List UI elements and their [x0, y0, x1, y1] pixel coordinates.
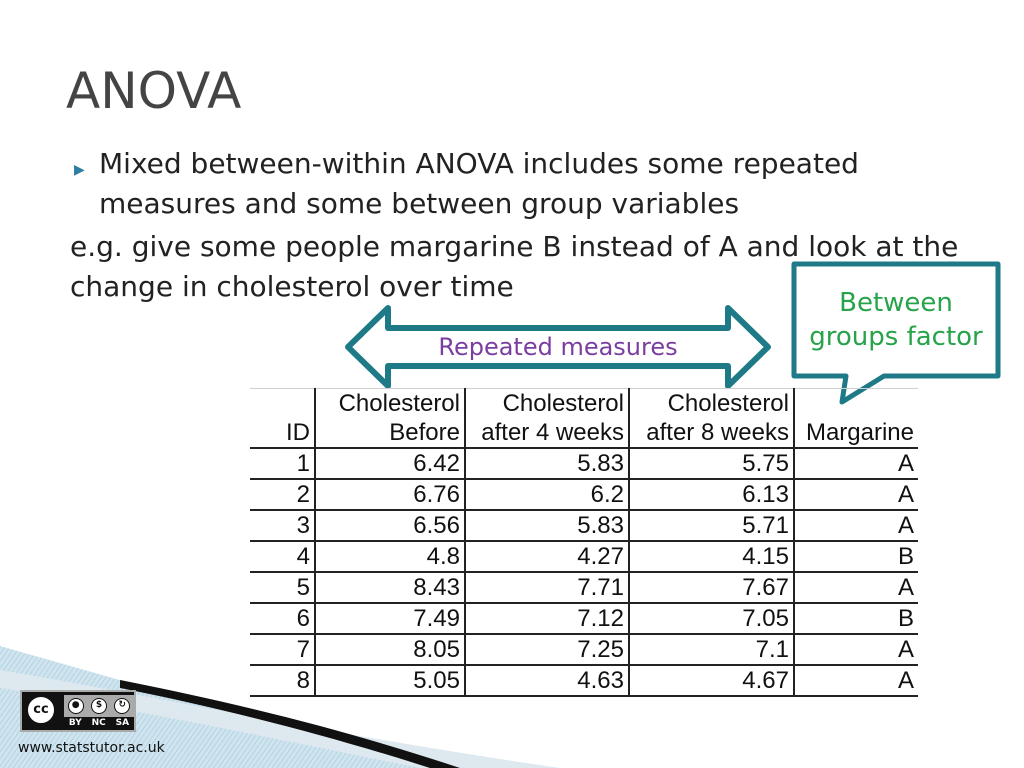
table-row: 3 6.56 5.83 5.71 A: [250, 510, 918, 541]
footer-url: www.statstutor.ac.uk: [18, 740, 165, 756]
header-id: ID: [250, 389, 315, 449]
creative-commons-badge: [20, 690, 136, 732]
callout-line-1: Between: [839, 288, 953, 318]
bullet-text: Mixed between-within ANOVA includes some repeated measures and some between group variables: [99, 147, 859, 220]
bullet-marker-icon: ▶: [74, 162, 85, 178]
table-row: 7 8.05 7.25 7.1 A: [250, 634, 918, 665]
callout-line-2: groups factor: [809, 322, 983, 352]
by-person-icon: ●: [68, 698, 84, 714]
header-margarine: Margarine: [794, 389, 918, 449]
repeated-measures-label: Repeated measures: [438, 333, 678, 361]
table-row: 5 8.43 7.71 7.67 A: [250, 572, 918, 603]
header-8-weeks: Cholesterol after 8 weeks: [629, 389, 794, 449]
cc-logo-icon: cc: [26, 695, 56, 725]
table-row: 1 6.42 5.83 5.75 A: [250, 448, 918, 479]
callout-text: [798, 286, 994, 354]
cc-license-icons: [64, 695, 134, 717]
header-4-weeks: Cholesterol after 4 weeks: [465, 389, 629, 449]
table-row: 6 7.49 7.12 7.05 B: [250, 603, 918, 634]
example-text: e.g. give some people margarine B instead of A and look at the change in cholesterol over time: [70, 230, 959, 303]
share-alike-icon: ↻: [114, 698, 130, 714]
cc-license-labels: BY NC SA: [68, 718, 130, 728]
header-before: Cholesterol Before: [315, 389, 465, 449]
table-row: 2 6.76 6.2 6.13 A: [250, 479, 918, 510]
bullet-point: [74, 144, 954, 224]
slide-title: ANOVA: [66, 62, 242, 120]
non-commercial-icon: $: [91, 698, 107, 714]
table-header-row: [250, 389, 918, 449]
table-row: 8 5.05 4.63 4.67 A: [250, 665, 918, 696]
table-row: 4 4.8 4.27 4.15 B: [250, 541, 918, 572]
